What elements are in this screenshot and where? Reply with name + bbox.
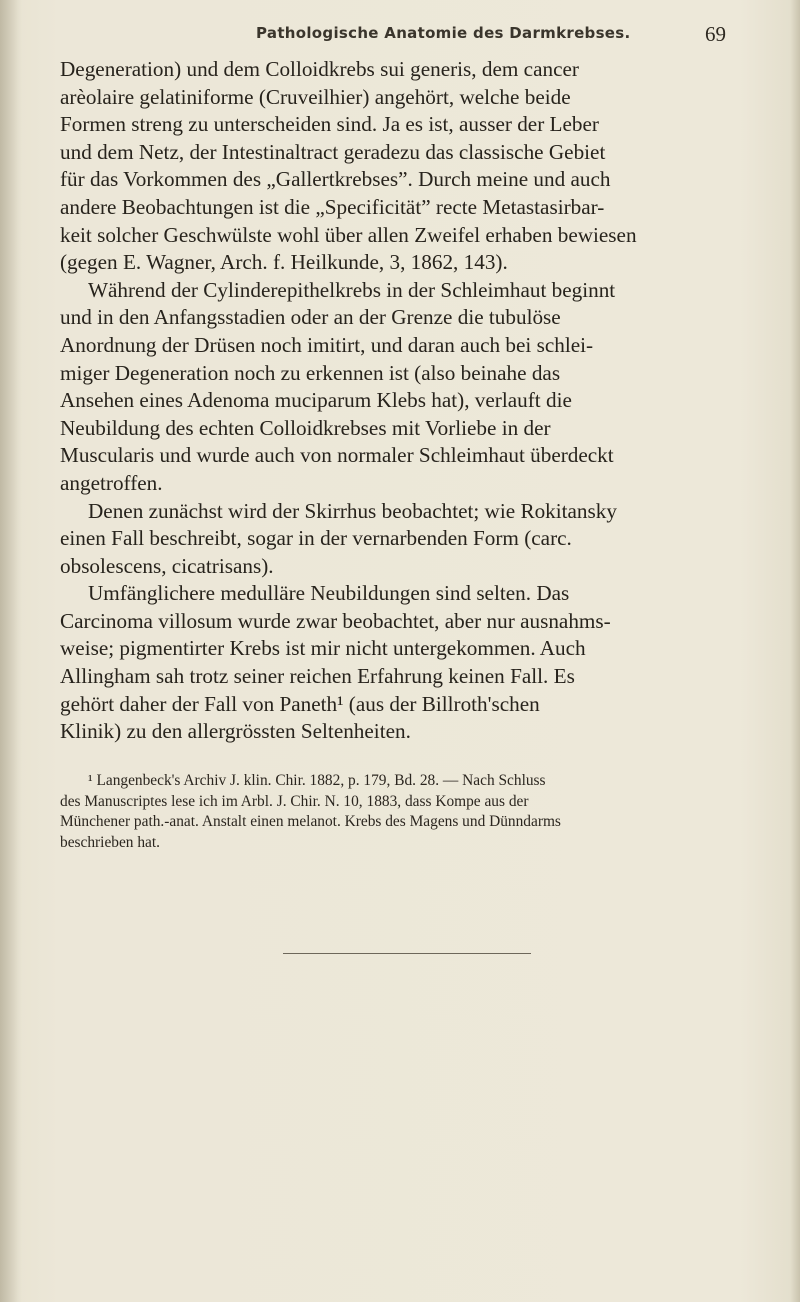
text-line: Klinik) zu den allergrössten Seltenheiten. xyxy=(60,719,411,744)
page-number: 69 xyxy=(705,22,726,46)
text-line: keit solcher Geschwülste wohl über allen Zweifel erhaben bewiesen xyxy=(60,222,637,247)
paragraph-2 xyxy=(60,277,780,498)
text-line: Denen zunächst wird der Skirrhus beobachtet; wie Rokitansky xyxy=(88,498,617,523)
text-line: Neubildung des echten Colloidkrebses mit Vorliebe in der xyxy=(60,415,551,440)
paragraph-1 xyxy=(60,56,780,277)
text-line: und dem Netz, der Intestinaltract geradezu das classische Gebiet xyxy=(60,139,606,164)
paragraph-3 xyxy=(60,498,780,581)
text-line: gehört daher der Fall von Paneth¹ (aus der Billroth'schen xyxy=(60,691,540,716)
footnote-line: beschrieben hat. xyxy=(60,833,160,851)
text-line: Während der Cylinderepithelkrebs in der Schleimhaut beginnt xyxy=(88,277,616,302)
footnotes xyxy=(60,771,780,853)
text-line: für das Vorkommen des „Gallertkrebses”. Durch meine und auch xyxy=(60,167,611,192)
text-line: arèolaire gelatiniforme (Cruveilhier) angehört, welche beide xyxy=(60,84,571,109)
running-title: Pathologische Anatomie des Darmkrebses. xyxy=(256,24,631,42)
text-line: angetroffen. xyxy=(60,470,163,495)
paragraph-4 xyxy=(60,580,780,746)
text-line: und in den Anfangsstadien oder an der Grenze die tubulöse xyxy=(60,305,561,330)
text-line: Formen streng zu unterscheiden sind. Ja es ist, ausser der Leber xyxy=(60,112,599,137)
binding-edge-shadow xyxy=(0,0,22,1302)
text-line: einen Fall beschreibt, sogar in der vernarbenden Form (carc. xyxy=(60,526,572,551)
text-line: Anordnung der Drüsen noch imitirt, und daran auch bei schlei- xyxy=(60,332,594,357)
text-line: andere Beobachtungen ist die „Specificität” recte Metastasirbar- xyxy=(60,194,605,219)
page-header xyxy=(256,22,776,46)
footnote-line: des Manuscriptes lese ich im Arbl. J. Chir. N. 10, 1883, dass Kompe aus der xyxy=(60,792,529,810)
text-line: miger Degeneration noch zu erkennen ist (also beinahe das xyxy=(60,360,561,385)
text-line: weise; pigmentirter Krebs ist mir nicht untergekommen. Auch xyxy=(60,636,586,661)
text-line: Allingham sah trotz seiner reichen Erfahrung keinen Fall. Es xyxy=(60,664,575,689)
text-line: Muscularis und wurde auch von normaler Schleimhaut überdeckt xyxy=(60,443,614,468)
footnote-line: Münchener path.-anat. Anstalt einen melanot. Krebs des Magens und Dünndarms xyxy=(60,813,561,830)
text-line: obsolescens, cicatrisans). xyxy=(60,553,274,578)
body-text xyxy=(60,56,780,746)
text-line: Carcinoma villosum wurde zwar beobachtet, aber nur ausnahms- xyxy=(60,608,611,633)
text-line: Ansehen eines Adenoma muciparum Klebs hat), verlauft die xyxy=(60,388,572,413)
footnote-line: ¹ Langenbeck's Archiv J. klin. Chir. 1882, p. 179, Bd. 28. — Nach Schluss xyxy=(88,772,546,789)
text-line: Umfänglichere medulläre Neubildungen sind selten. Das xyxy=(88,581,570,606)
end-rule xyxy=(283,953,531,954)
text-line: Degeneration) und dem Colloidkrebs sui generis, dem cancer xyxy=(60,57,579,81)
text-line: (gegen E. Wagner, Arch. f. Heilkunde, 3, 1862, 143). xyxy=(60,250,508,275)
